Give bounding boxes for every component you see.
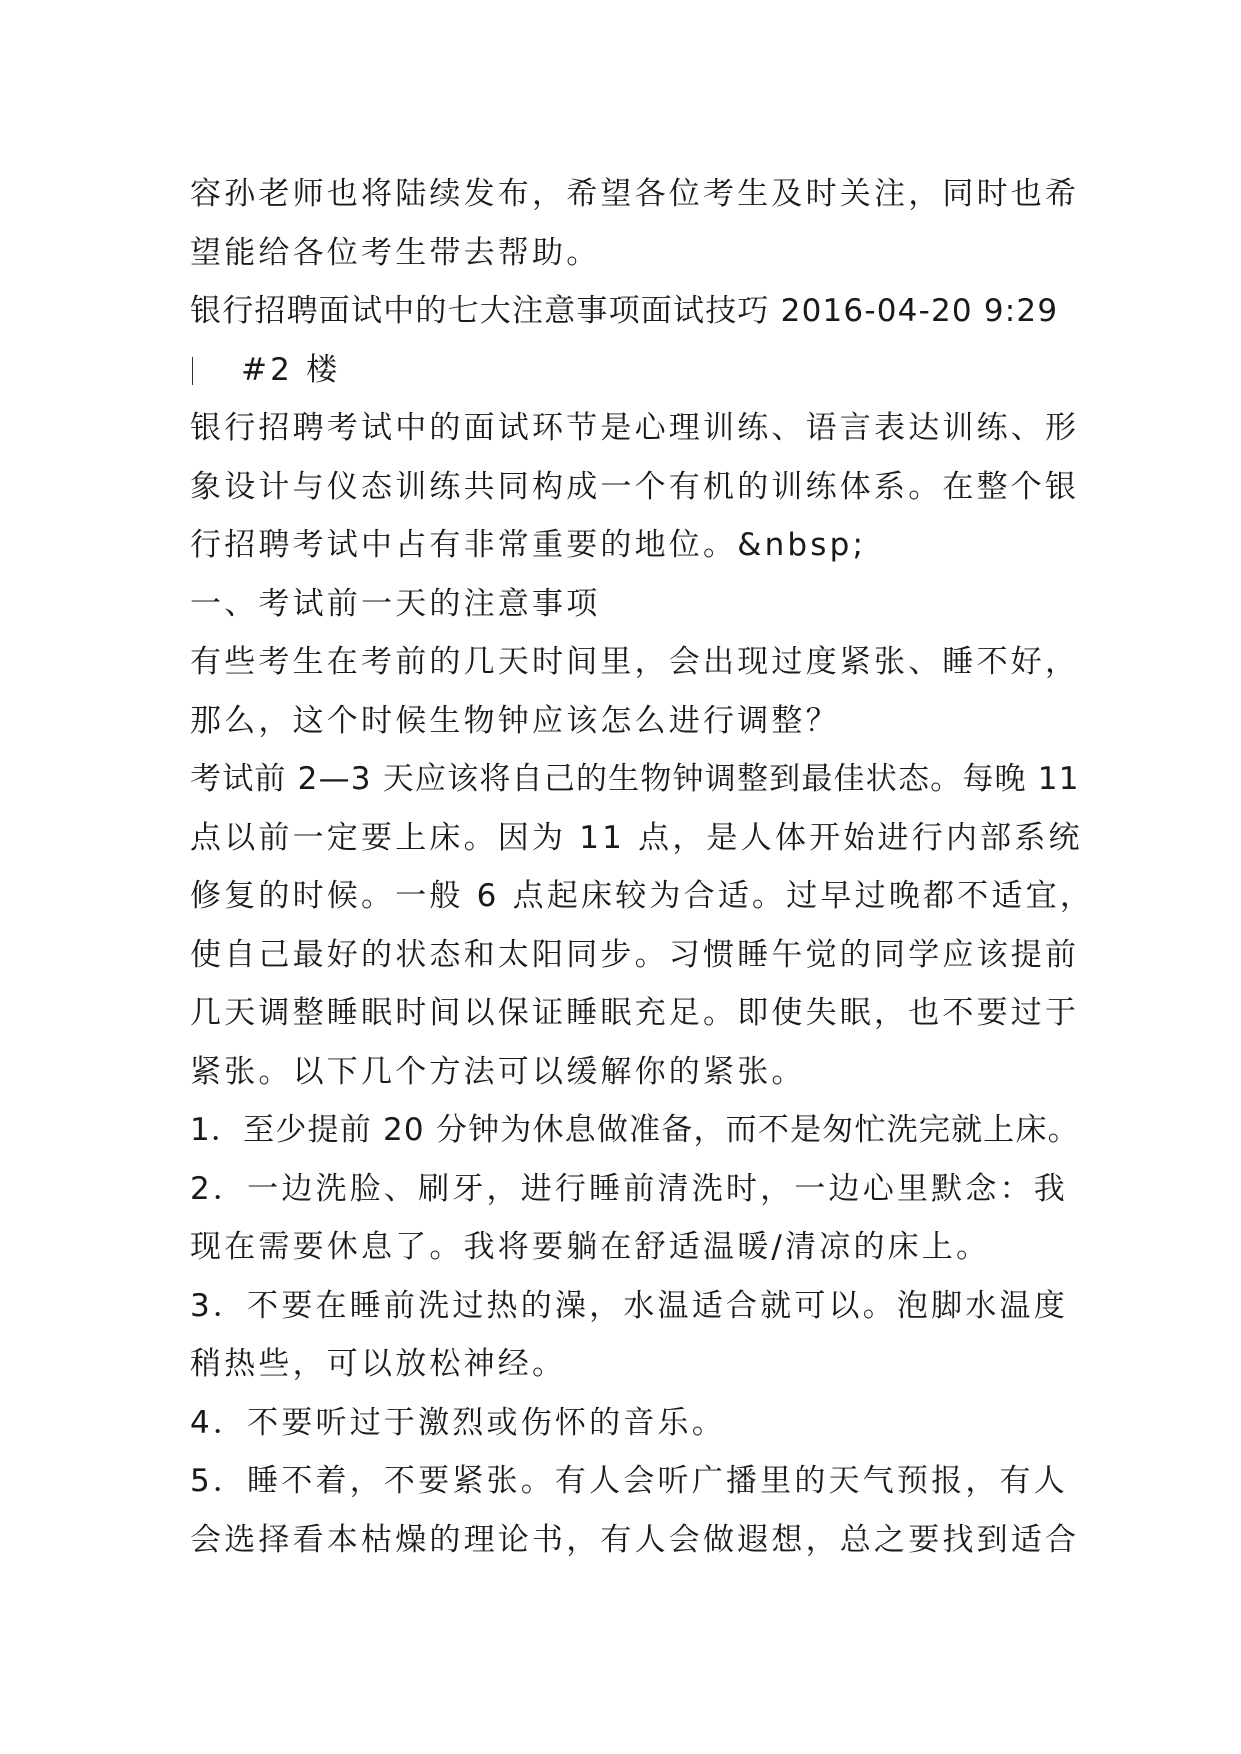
post-floor-line	[190, 341, 1060, 400]
text-line: 稍热些，可以放松神经。	[190, 1346, 567, 1382]
section-heading: 一、考试前一天的注意事项	[190, 585, 601, 622]
text-line: 银行招聘考试中的面试环节是心理训练、语言表达训练、形	[190, 410, 1080, 446]
floor-number: #2 楼	[241, 351, 341, 388]
divider-bar	[192, 357, 193, 385]
list-item: 4．不要听过于激烈或伤怀的音乐。	[190, 1404, 726, 1441]
text-line: 容孙老师也将陆续发布，希望各位考生及时关注，同时也希	[190, 176, 1080, 212]
text-line: 象设计与仪态训练共同构成一个有机的训练体系。在整个银	[190, 468, 1080, 505]
text-line: 会选择看本枯燥的理论书，有人会做遐想，总之要找到适合	[190, 1521, 1080, 1558]
text-line: 点以前一定要上床。因为 11 点，是人体开始进行内部系统	[190, 819, 1083, 856]
text-line: 望能给各位考生带去帮助。	[190, 234, 601, 271]
text-line: 使自己最好的状态和太阳同步。习惯睡午觉的同学应该提前	[190, 936, 1080, 973]
list-item: 3．不要在睡前洗过热的澡，水温适合就可以。泡脚水温度	[190, 1287, 1068, 1324]
text-line: 行招聘考试中占有非常重要的地位。&nbsp;	[190, 527, 867, 563]
post-title-line: 银行招聘面试中的七大注意事项面试技巧 2016-04-20 9:29	[190, 293, 1059, 329]
text-line: 考试前 2—3 天应该将自己的生物钟调整到最佳状态。每晚 11	[190, 761, 1080, 797]
list-item: 1．至少提前 20 分钟为休息做准备，而不是匆忙洗完就上床。	[190, 1112, 1080, 1148]
list-item: 5．睡不着，不要紧张。有人会听广播里的天气预报，有人	[190, 1463, 1068, 1499]
text-line: 有些考生在考前的几天时间里，会出现过度紧张、睡不好，	[190, 644, 1080, 680]
list-item: 2．一边洗脸、刷牙，进行睡前清洗时，一边心里默念：我	[190, 1170, 1068, 1207]
text-line: 现在需要休息了。我将要躺在舒适温暖/清凉的床上。	[190, 1229, 991, 1265]
text-line: 紧张。以下几个方法可以缓解你的紧张。	[190, 1053, 806, 1090]
document-body	[190, 165, 1095, 1569]
text-line: 修复的时候。一般 6 点起床较为合适。过早过晚都不适宜，	[190, 878, 1095, 914]
text-line: 那么，这个时候生物钟应该怎么进行调整？	[190, 702, 840, 739]
text-line: 几天调整睡眠时间以保证睡眠充足。即使失眠，也不要过于	[190, 995, 1080, 1031]
